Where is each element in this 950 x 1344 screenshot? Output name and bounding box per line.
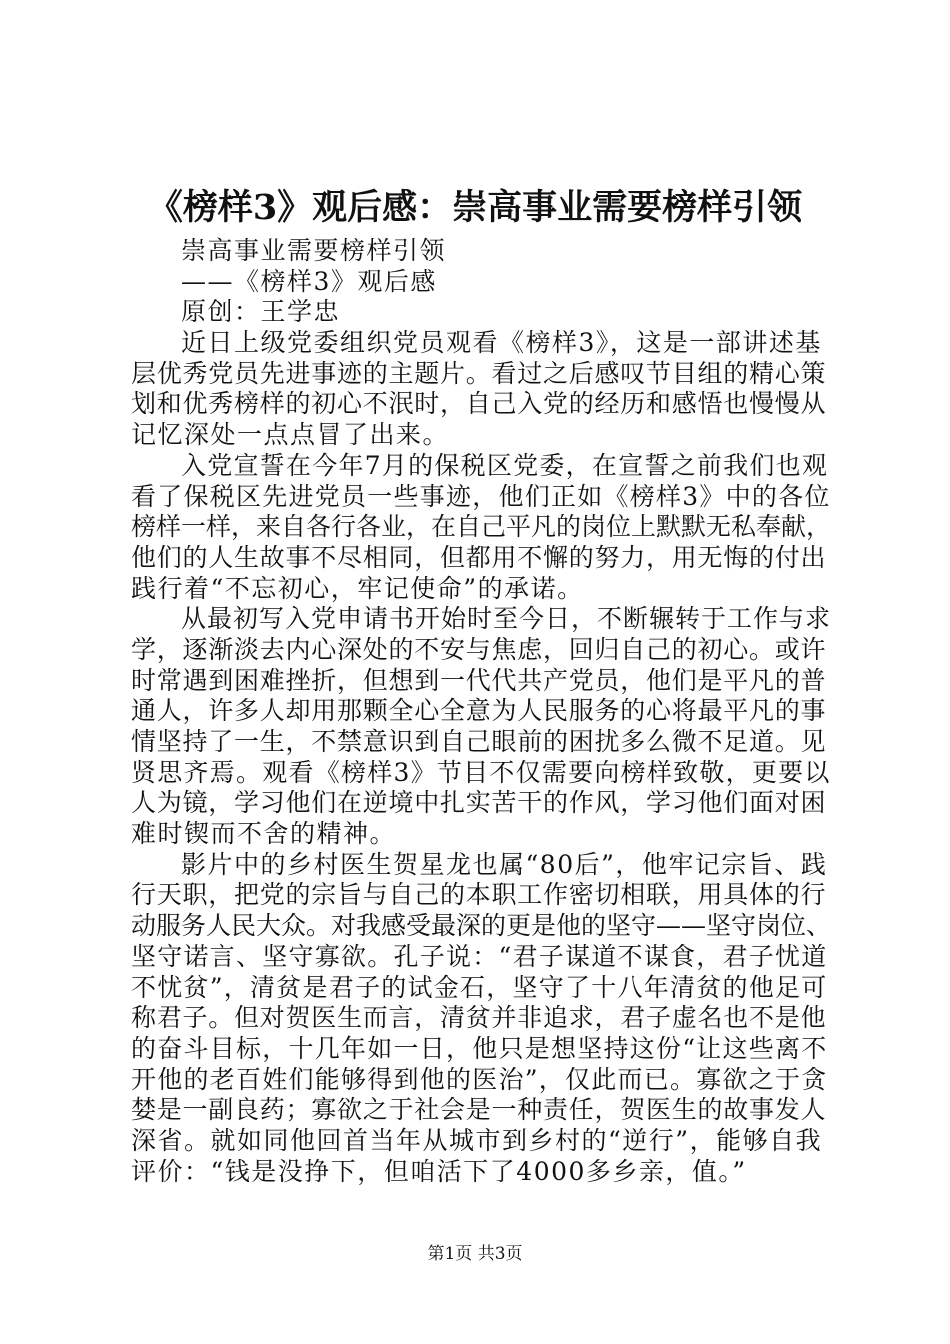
- text-line: 影片中的乡村医生贺星龙也属“80后”，他牢记宗旨、践: [181, 849, 828, 879]
- text-line: 难时锲而不舍的精神。: [131, 819, 397, 849]
- text-line: 开他的老百姓们能够得到他的医治”，仅此而已。寡欲之于贪: [131, 1064, 828, 1094]
- text-line: 时常遇到困难挫折，但想到一代代共产党员，他们是平凡的普: [131, 665, 827, 695]
- text-line: 行天职，把党的宗旨与自己的本职工作密切相联，用具体的行: [131, 880, 827, 910]
- text-line: 动服务人民大众。对我感受最深的更是他的坚守——坚守岗位、: [131, 911, 832, 941]
- text-line: 学，逐渐淡去内心深处的不安与焦虑，回归自己的初心。或许: [131, 634, 827, 664]
- text-line: 称君子。但对贺医生而言，清贫并非追求，君子虚名也不是他: [131, 1003, 827, 1033]
- text-line: 通人，许多人却用那颗全心全意为人民服务的心将最平凡的事: [131, 696, 827, 726]
- text-line: 评价：“钱是没挣下，但咱活下了4000多乡亲，值。”: [131, 1156, 747, 1186]
- text-line: 入党宣誓在今年7月的保税区党委，在宣誓之前我们也观: [181, 450, 829, 480]
- text-line: 崇高事业需要榜样引领: [181, 236, 447, 265]
- text-line: 坚守诺言、坚守寡欲。孔子说：“君子谋道不谋食，君子忧道: [131, 941, 828, 971]
- text-line: 从最初写入党申请书开始时至今日，不断辗转于工作与求: [181, 604, 832, 634]
- text-line: ——《榜样3》观后感: [181, 266, 437, 296]
- text-line: 不忧贫”，清贫是君子的试金石，坚守了十八年清贫的他足可: [131, 972, 828, 1002]
- text-line: 情坚持了一生，不禁意识到自己眼前的困扰多么微不足道。见: [131, 727, 827, 756]
- document-body: [131, 236, 831, 1187]
- text-line: 他们的人生故事不尽相同，但都用不懈的努力，用无悔的付出: [131, 542, 827, 572]
- text-line: 看了保税区先进党员一些事迹，他们正如《榜样3》中的各位: [131, 481, 831, 511]
- text-line: 践行着“不忘初心，牢记使命”的承诺。: [131, 573, 584, 603]
- text-line: 层优秀党员先进事迹的主题片。看过之后感叹节目组的精心策: [131, 358, 827, 388]
- text-line: 人为镜，学习他们在逆境中扎实苦干的作风，学习他们面对困: [131, 788, 827, 818]
- text-line: 近日上级党委组织党员观看《榜样3》，这是一部讲述基: [181, 328, 822, 358]
- text-line: 划和优秀榜样的初心不泯时，自己入党的经历和感悟也慢慢从: [131, 389, 827, 419]
- text-line: 的奋斗目标，十几年如一日，他只是想坚持这份“让这些离不: [131, 1033, 828, 1063]
- page-footer: 第1页 共3页: [427, 1244, 523, 1264]
- text-line: 深省。就如同他回首当年从城市到乡村的“逆行”，能够自我: [131, 1125, 823, 1155]
- text-line: 原创：王学忠: [181, 297, 341, 327]
- text-line: 贤思齐焉。观看《榜样3》节目不仅需要向榜样致敬，更要以: [131, 757, 831, 787]
- document-title: 《榜样3》观后感：崇高事业需要榜样引领: [147, 187, 803, 228]
- text-line: 记忆深处一点点冒了出来。: [131, 420, 450, 450]
- text-line: 婪是一副良药；寡欲之于社会是一种责任，贺医生的故事发人: [131, 1095, 827, 1125]
- text-line: 榜样一样，来自各行各业，在自己平凡的岗位上默默无私奉献，: [131, 512, 832, 542]
